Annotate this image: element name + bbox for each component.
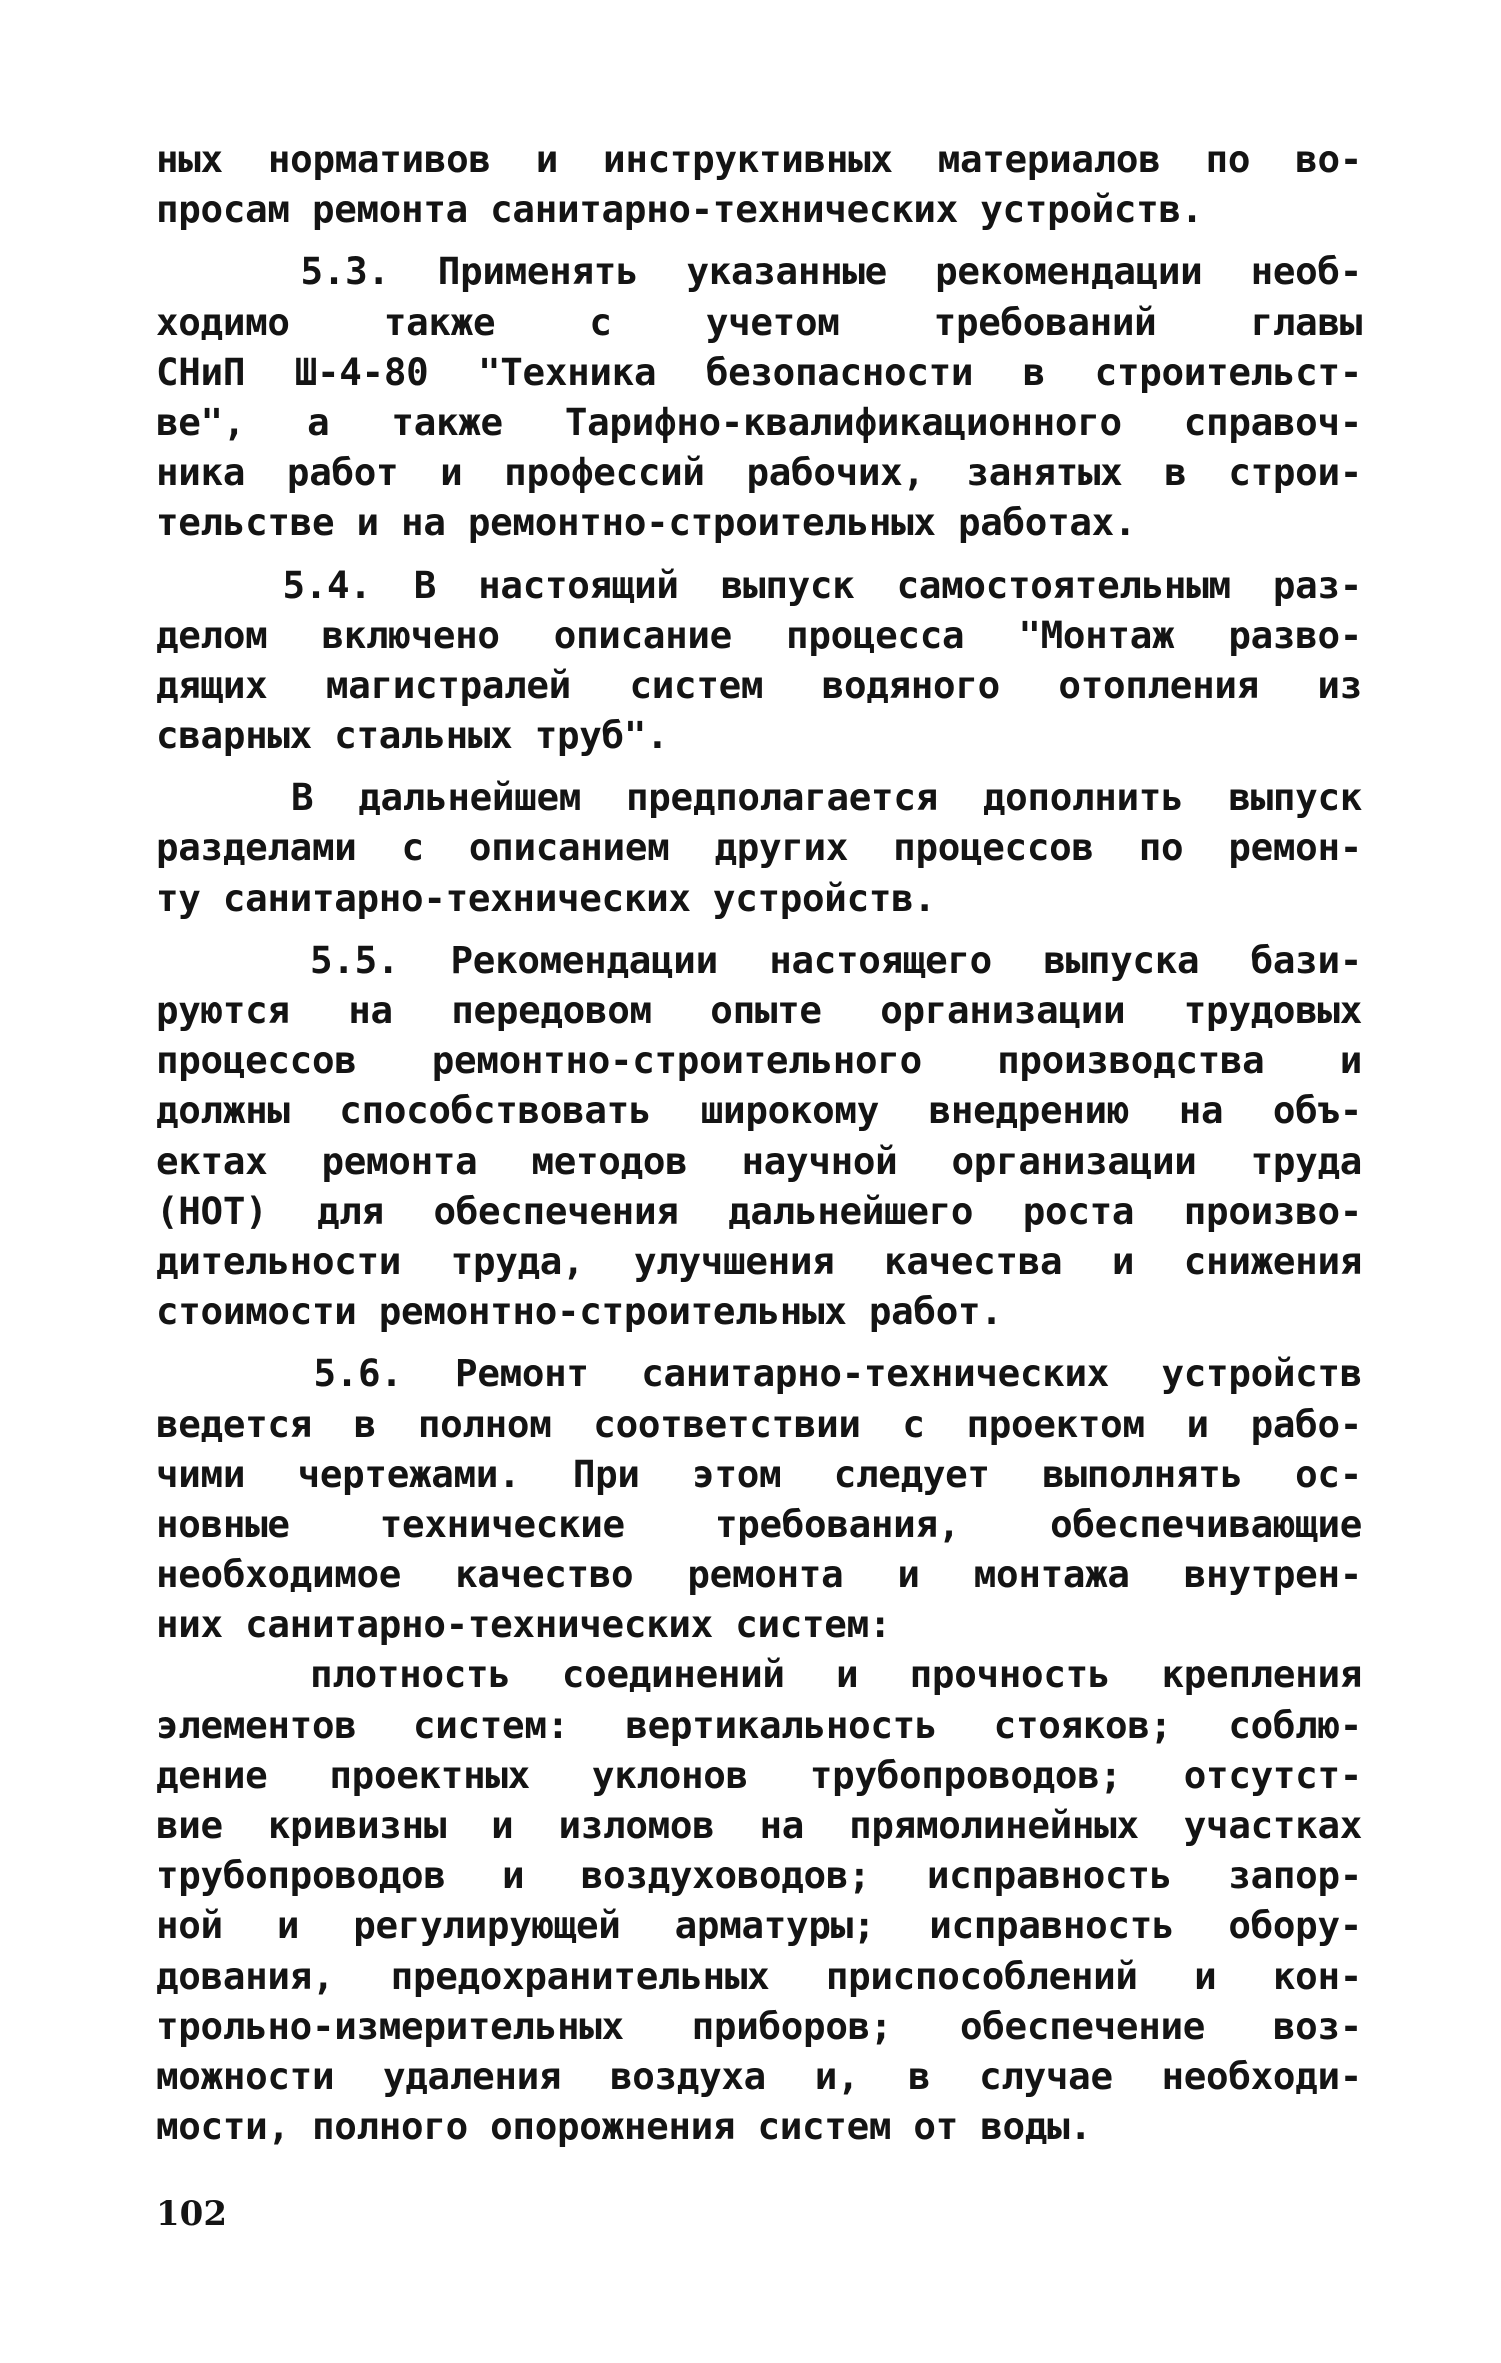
text-line: ника работ и профессий рабочих, занятых в строи- [156, 450, 1362, 495]
text-line: трольно-измерительных приборов; обеспечение воз- [156, 2003, 1362, 2048]
paragraph-5-4-continued [156, 772, 1362, 923]
text-line: мости, полного опорожнения систем от воды. [156, 2104, 1092, 2149]
page-number: 102 [156, 2194, 227, 2234]
text-line: 5.3. Применять указанные рекомендации необ- [156, 249, 1362, 294]
text-line: ектах ремонта методов научной организации труда [156, 1138, 1362, 1183]
paragraph-5-6 [156, 1348, 1362, 1649]
text-line: дящих магистралей систем водяного отопления из [156, 662, 1362, 707]
text-line: 5.5. Рекомендации настоящего выпуска бази- [156, 937, 1362, 982]
text-line: них санитарно-технических систем: [156, 1602, 892, 1647]
text-line: должны способствовать широкому внедрению на объ- [156, 1088, 1362, 1133]
document-body [156, 134, 1362, 2151]
text-line: 5.4. В настоящий выпуск самостоятельным раз- [156, 562, 1362, 607]
text-line: процессов ремонтно-строительного производства и [156, 1038, 1362, 1083]
paragraph-requirements-list [156, 1649, 1362, 2151]
text-line: можности удаления воздуха и, в случае необходи- [156, 2053, 1362, 2098]
text-line: новные технические требования, обеспечивающие [156, 1501, 1362, 1546]
paragraph-5-3 [156, 246, 1362, 547]
text-line: 5.6. Ремонт санитарно-технических устройств [156, 1351, 1362, 1396]
text-line: (НОТ) для обеспечения дальнейшего роста произво- [156, 1188, 1362, 1233]
paragraph-5-4 [156, 560, 1362, 761]
text-line: стоимости ремонтно-строительных работ. [156, 1289, 1003, 1334]
text-line: дования, предохранительных приспособлений и кон- [156, 1953, 1362, 1998]
text-line: делом включено описание процесса "Монтаж разво- [156, 612, 1362, 657]
text-line: руются на передовом опыте организации трудовых [156, 988, 1362, 1032]
text-line: разделами с описанием других процессов по ремон- [156, 825, 1362, 870]
text-line: В дальнейшем предполагается дополнить выпуск [156, 775, 1362, 820]
text-line: дение проектных уклонов трубопроводов; отсутст- [156, 1752, 1362, 1797]
text-line: элементов систем: вертикальность стояков; соблю- [156, 1702, 1362, 1747]
text-line: ходимо также с учетом требований главы [156, 299, 1362, 344]
paragraph-5-5 [156, 935, 1362, 1337]
text-line: ту санитарно-технических устройств. [156, 875, 936, 920]
text-line: дительности труда, улучшения качества и снижения [156, 1238, 1362, 1283]
text-line: ведется в полном соответствии с проектом и рабо- [156, 1401, 1362, 1446]
text-line: плотность соединений и прочность крепления [156, 1652, 1362, 1697]
text-line: ных нормативов и инструктивных материалов по во- [156, 137, 1362, 181]
text-line: СНиП Ш-4-80 "Техника безопасности в строительст- [156, 349, 1362, 394]
text-line: ной и регулирующей арматуры; исправность обору- [156, 1903, 1362, 1948]
text-line: чими чертежами. При этом следует выполнять ос- [156, 1451, 1362, 1496]
text-line: сварных стальных труб". [156, 713, 669, 758]
text-line: необходимое качество ремонта и монтажа внутрен- [156, 1552, 1362, 1597]
text-line: просам ремонта санитарно-технических устройств. [156, 187, 1204, 232]
paragraph-continuation [156, 134, 1362, 234]
text-line: ве", а также Тарифно-квалификационного справоч- [156, 399, 1362, 444]
text-line: вие кривизны и изломов на прямолинейных участках [156, 1803, 1362, 1847]
text-line: тельстве и на ремонтно-строительных работах. [156, 500, 1137, 545]
text-line: трубопроводов и воздуховодов; исправность запор- [156, 1853, 1362, 1898]
